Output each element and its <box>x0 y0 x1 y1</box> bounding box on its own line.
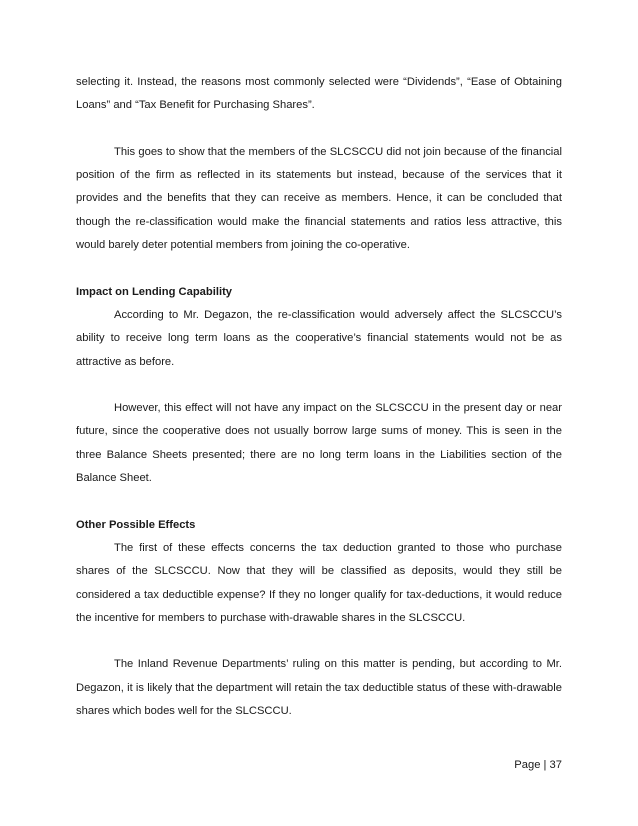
heading-impact-on-lending: Impact on Lending Capability <box>76 285 233 298</box>
paragraph-tax-deduction: The first of these effects concerns the tax deduction granted to those who purchase shares of the SLCSCCU. Now that they will be classified as deposits, would they still be considered a tax deductible expense? If they no longer qualify for tax-deductions, it would reduce the incentive for members to purchase with-drawable shares in the SLCSCCU. <box>76 541 562 624</box>
paragraph-lending-no-impact: However, this effect will not have any impact on the SLCSCCU in the present day or near future, since the cooperative does not usually borrow large sums of money. This is seen in the three Balance Sheets presented; there are no long term loans in the Liabilities section of the Balance Sheet. <box>76 402 562 485</box>
paragraph-continuation: selecting it. Instead, the reasons most commonly selected were “Dividends”, “Ease of Obtaining Loans” and “Tax Benefit for Purchasing Shares”. <box>76 76 562 112</box>
paragraph-inland-revenue: The Inland Revenue Departments’ ruling on this matter is pending, but according to Mr. Degazon, it is likely that the department will retain the tax deductible status of these with-drawable shares which bodes well for the SLCSCCU. <box>76 658 562 718</box>
paragraph-lending-effect: According to Mr. Degazon, the re-classification would adversely affect the SLCSCCU’s ability to receive long term loans as the cooperative’s financial statements would not be as attractive as before. <box>76 308 562 368</box>
document-page <box>76 71 562 723</box>
page-number: Page | 37 <box>514 759 562 771</box>
heading-other-effects: Other Possible Effects <box>76 518 196 531</box>
paragraph-membership-conclusion: This goes to show that the members of the SLCSCCU did not join because of the financial position of the firm as reflected in its statements but instead, because of the services that it provides and the benefits that they can receive as members. Hence, it can be concluded that though the re-classification would make the financial statements and ratios less attractive, this would barely deter potential members from joining the co-operative. <box>76 145 562 252</box>
